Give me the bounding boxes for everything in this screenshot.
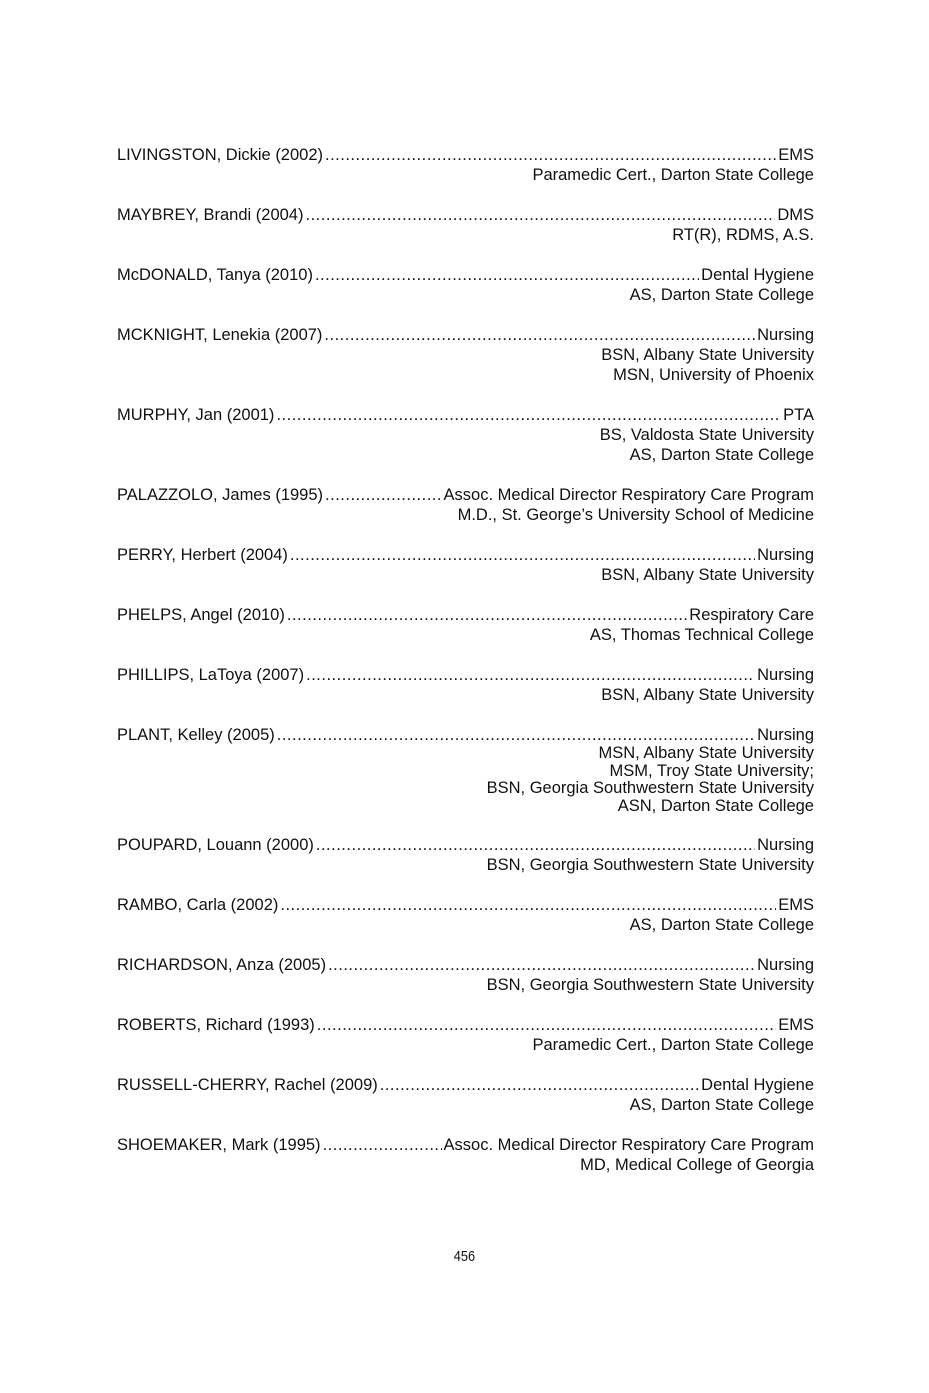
dot-leader — [323, 1135, 442, 1155]
faculty-name: McDONALD, Tanya (2010) — [117, 266, 313, 284]
faculty-entry — [117, 955, 814, 995]
faculty-credential: ASN, Darton State College — [617, 796, 814, 815]
faculty-credential: MSN, University of Phoenix — [613, 366, 814, 384]
entry-heading-line — [117, 665, 814, 685]
faculty-credential: AS, Darton State College — [629, 1096, 814, 1114]
faculty-name: PHELPS, Angel (2010) — [117, 606, 285, 624]
faculty-credential: AS, Darton State College — [629, 916, 814, 934]
faculty-entry — [117, 405, 814, 465]
faculty-department: EMS — [778, 146, 814, 164]
dot-leader — [280, 895, 776, 915]
faculty-entry — [117, 205, 814, 245]
entry-heading-line — [117, 265, 814, 285]
faculty-list — [117, 145, 814, 1195]
dot-leader — [380, 1075, 699, 1095]
dot-leader — [287, 605, 687, 625]
faculty-department: Assoc. Medical Director Respiratory Care Program — [443, 1136, 814, 1154]
faculty-credential: MSN, Albany State University — [598, 744, 814, 762]
faculty-name: POUPARD, Louann (2000) — [117, 836, 314, 854]
faculty-credential: Paramedic Cert., Darton State College — [532, 1036, 814, 1054]
faculty-department: Dental Hygiene — [701, 1076, 814, 1094]
faculty-entry — [117, 895, 814, 935]
entry-heading-line — [117, 895, 814, 915]
faculty-credential: AS, Darton State College — [629, 446, 814, 464]
faculty-credential: BSN, Georgia Southwestern State University — [486, 779, 814, 797]
faculty-credential: RT(R), RDMS, A.S. — [672, 226, 814, 244]
faculty-name: RICHARDSON, Anza (2005) — [117, 956, 327, 974]
entry-heading-line — [117, 725, 814, 745]
faculty-department: PTA — [783, 406, 814, 424]
faculty-credential: BSN, Albany State University — [601, 566, 814, 584]
faculty-entry — [117, 605, 814, 645]
dot-leader — [317, 1015, 776, 1035]
dot-leader — [315, 265, 699, 285]
page-number: 456 — [453, 1248, 476, 1265]
entry-heading-line — [117, 605, 814, 625]
faculty-name: RAMBO, Carla (2002) — [117, 896, 279, 914]
entry-heading-line — [117, 205, 814, 225]
faculty-entry — [117, 665, 814, 705]
faculty-credential: AS, Darton State College — [629, 286, 814, 304]
dot-leader — [325, 485, 442, 505]
faculty-name: RUSSELL-CHERRY, Rachel (2009) — [117, 1076, 378, 1094]
faculty-name: MAYBREY, Brandi (2004) — [117, 206, 304, 224]
faculty-name: SHOEMAKER, Mark (1995) — [117, 1136, 321, 1154]
faculty-department: Nursing — [757, 956, 814, 974]
faculty-credential: BSN, Georgia Southwestern State University — [486, 856, 814, 874]
faculty-credential: MD, Medical College of Georgia — [580, 1156, 814, 1174]
faculty-credential: MSM, Troy State University; — [609, 761, 814, 780]
faculty-department: Dental Hygiene — [701, 266, 814, 284]
faculty-department: Nursing — [757, 326, 814, 344]
faculty-credential: BSN, Albany State University — [601, 346, 814, 364]
faculty-credential: Paramedic Cert., Darton State College — [532, 166, 814, 184]
entry-heading-line — [117, 405, 814, 425]
faculty-department: Nursing — [757, 666, 814, 684]
faculty-entry — [117, 485, 814, 525]
faculty-credential: AS, Thomas Technical College — [589, 626, 814, 644]
faculty-entry — [117, 1075, 814, 1115]
faculty-name: ROBERTS, Richard (1993) — [117, 1016, 315, 1034]
entry-heading-line — [117, 485, 814, 505]
faculty-credential: BSN, Albany State University — [601, 686, 814, 704]
faculty-entry — [117, 835, 814, 875]
faculty-credential: BSN, Georgia Southwestern State University — [486, 976, 814, 994]
entry-heading-line — [117, 325, 814, 345]
faculty-entry — [117, 265, 814, 305]
faculty-name: PERRY, Herbert (2004) — [117, 546, 288, 564]
faculty-entry — [117, 545, 814, 585]
faculty-name: PALAZZOLO, James (1995) — [117, 486, 324, 504]
entry-heading-line — [117, 545, 814, 565]
dot-leader — [325, 145, 776, 165]
faculty-department: EMS — [778, 896, 814, 914]
dot-leader — [277, 725, 755, 745]
faculty-department: Respiratory Care — [689, 606, 814, 624]
faculty-credential: M.D., St. George’s University School of Medicine — [457, 506, 814, 524]
entry-heading-line — [117, 1135, 814, 1155]
faculty-entry — [117, 1015, 814, 1055]
entry-heading-line — [117, 145, 814, 165]
faculty-entry — [117, 145, 814, 185]
dot-leader — [316, 835, 755, 855]
faculty-department: EMS — [778, 1016, 814, 1034]
dot-leader — [276, 405, 781, 425]
faculty-entry — [117, 725, 814, 815]
entry-heading-line — [117, 1075, 814, 1095]
entry-heading-line — [117, 1015, 814, 1035]
faculty-name: LIVINGSTON, Dickie (2002) — [117, 146, 324, 164]
dot-leader — [290, 545, 755, 565]
dot-leader — [328, 955, 755, 975]
faculty-name: PLANT, Kelley (2005) — [117, 726, 275, 744]
faculty-name: MURPHY, Jan (2001) — [117, 406, 275, 424]
dot-leader — [305, 205, 775, 225]
faculty-department: Assoc. Medical Director Respiratory Care Program — [443, 486, 814, 504]
dot-leader — [324, 325, 755, 345]
entry-heading-line — [117, 955, 814, 975]
faculty-credential: BS, Valdosta State University — [599, 426, 814, 444]
faculty-department: Nursing — [757, 546, 814, 564]
faculty-department: Nursing — [757, 726, 814, 744]
faculty-name: PHILLIPS, LaToya (2007) — [117, 666, 305, 684]
faculty-department: DMS — [777, 206, 814, 224]
faculty-name: MCKNIGHT, Lenekia (2007) — [117, 326, 323, 344]
faculty-department: Nursing — [757, 836, 814, 854]
faculty-entry — [117, 1135, 814, 1175]
dot-leader — [306, 665, 755, 685]
entry-heading-line — [117, 835, 814, 855]
faculty-entry — [117, 325, 814, 385]
